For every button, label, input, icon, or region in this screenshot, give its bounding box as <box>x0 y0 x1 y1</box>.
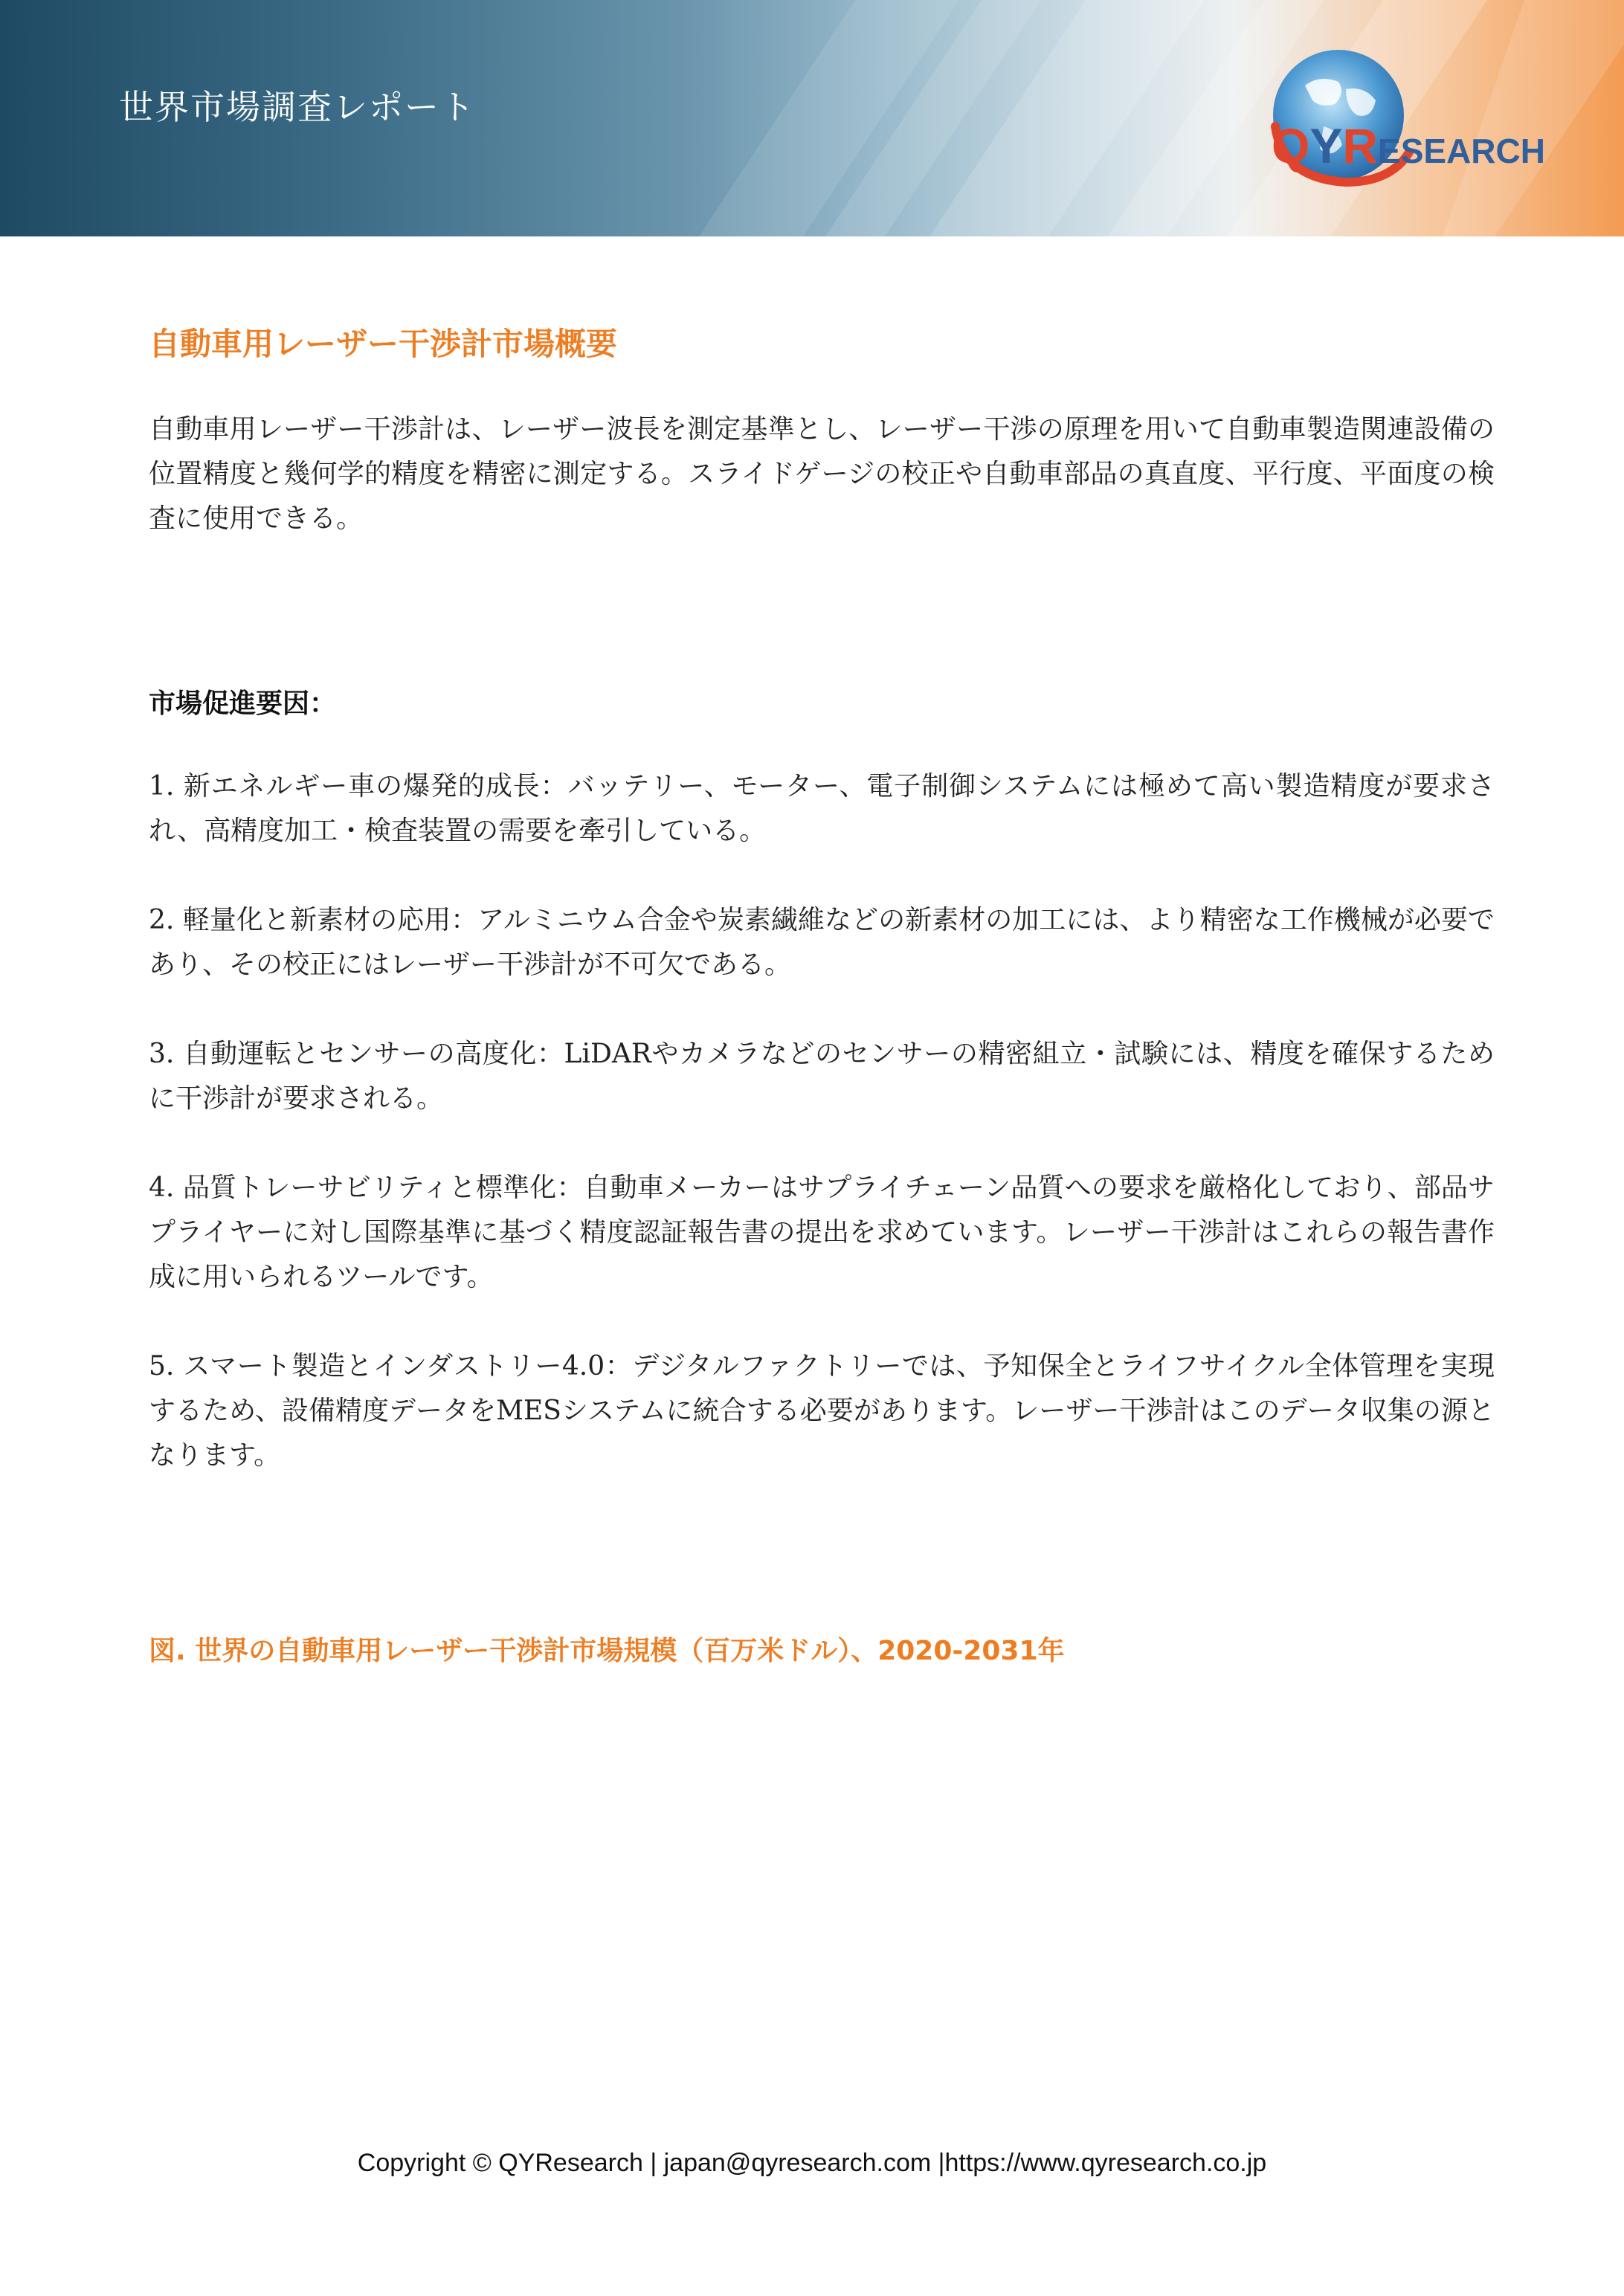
driver-item-3: 3. 自動運転とセンサーの高度化：LiDARやカメラなどのセンサーの精密組立・試験には、精度を確保するために干渉計が要求される。 <box>149 1039 1495 1114</box>
logo-letters-rest: ESEARCH <box>1378 132 1545 170</box>
logo-letter-y: Y <box>1309 118 1343 173</box>
summary-title: 自動車用レーザー干渉計市場概要 <box>149 326 618 362</box>
figure-caption: 図. 世界の自動車用レーザー干渉計市場規模（百万米ドル）、2020-2031年 <box>149 1636 1065 1666</box>
drivers-title: 市場促進要因： <box>149 689 337 719</box>
driver-item-4: 4. 品質トレーサビリティと標準化：自動車メーカーはサプライチェーン品質への要求を厳格化しており、部品サプライヤーに対し国際基準に基づく精度認証報告書の提出を求めています。レーザー干渉計はこれらの報告書作成に用いられるツールです。 <box>149 1173 1495 1292</box>
driver-item-1: 1. 新エネルギー車の爆発的成長：バッテリー、モーター、電子制御システムには極めて高い製造精度が要求され、高精度加工・検査装置の需要を牽引している。 <box>149 771 1495 846</box>
driver-item-5: 5. スマート製造とインダストリー4.0：デジタルファクトリーでは、予知保全とライフサイクル全体管理を実現するため、設備精度データをMESシステムに統合する必要があります。レーザー干渉計はこのデータ収集の源となります。 <box>149 1351 1495 1471</box>
logo-letter-r: R <box>1342 118 1379 173</box>
report-title: 世界市場調査レポート <box>119 87 476 127</box>
logo-letter-q: Q <box>1272 118 1310 173</box>
page-footer: Copyright © QYResearch | japan@qyresearch.com |https://www.qyresearch.co.jp <box>357 2149 1267 2177</box>
summary-paragraph: 自動車用レーザー干渉計は、レーザー波長を測定基準とし、レーザー干渉の原理を用いて自動車製造関連設備の位置精度と幾何学的精度を精密に測定する。スライドゲージの校正や自動車部品の真直度、平行度、平面度の検査に使用できる。 <box>149 414 1495 534</box>
driver-item-2: 2. 軽量化と新素材の応用：アルミニウム合金や炭素繊維などの新素材の加工には、より精密な工作機械が必要であり、その校正にはレーザー干渉計が不可欠である。 <box>149 905 1495 980</box>
logo-wordmark <box>1272 117 1545 174</box>
